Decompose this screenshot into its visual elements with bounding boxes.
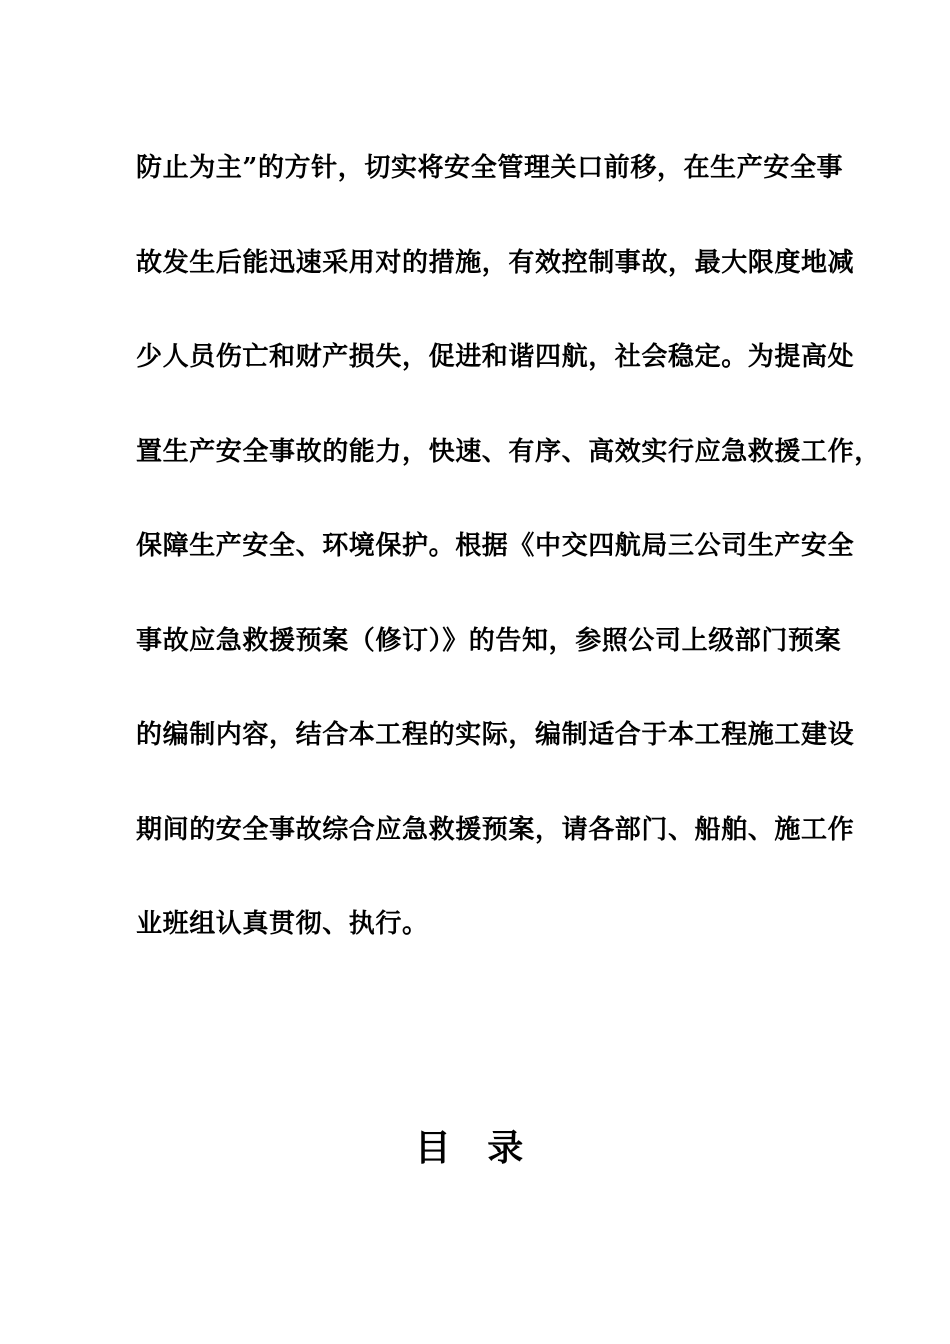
- paragraph-line: 故发生后能迅速采用对的措施，有效控制事故，最大限度地减: [136, 247, 855, 278]
- toc-heading: 目 录: [414, 1127, 536, 1169]
- paragraph-line: 期间的安全事故综合应急救援预案，请各部门、船舶、施工作: [136, 814, 855, 845]
- paragraph-line: 的编制内容，结合本工程的实际，编制适合于本工程施工建设: [136, 720, 855, 750]
- paragraph-line: 防止为主”的方针，切实将安全管理关口前移，在生产安全事: [136, 153, 844, 183]
- paragraph-line: 业班组认真贯彻、执行。: [136, 909, 429, 939]
- paragraph-line: 事故应急救援预案（修订）》的告知，参照公司上级部门预案: [136, 625, 842, 656]
- body-paragraph: [136, 145, 881, 996]
- paragraph-line: 少人员伤亡和财产损失，促进和谐四航，社会稳定。为提高处: [136, 342, 855, 372]
- paragraph-line: 保障生产安全、环境保护。根据《中交四航局三公司生产安全: [136, 531, 855, 561]
- paragraph-line: 置生产安全事故的能力，快速、有序、高效实行应急救援工作，: [136, 436, 881, 467]
